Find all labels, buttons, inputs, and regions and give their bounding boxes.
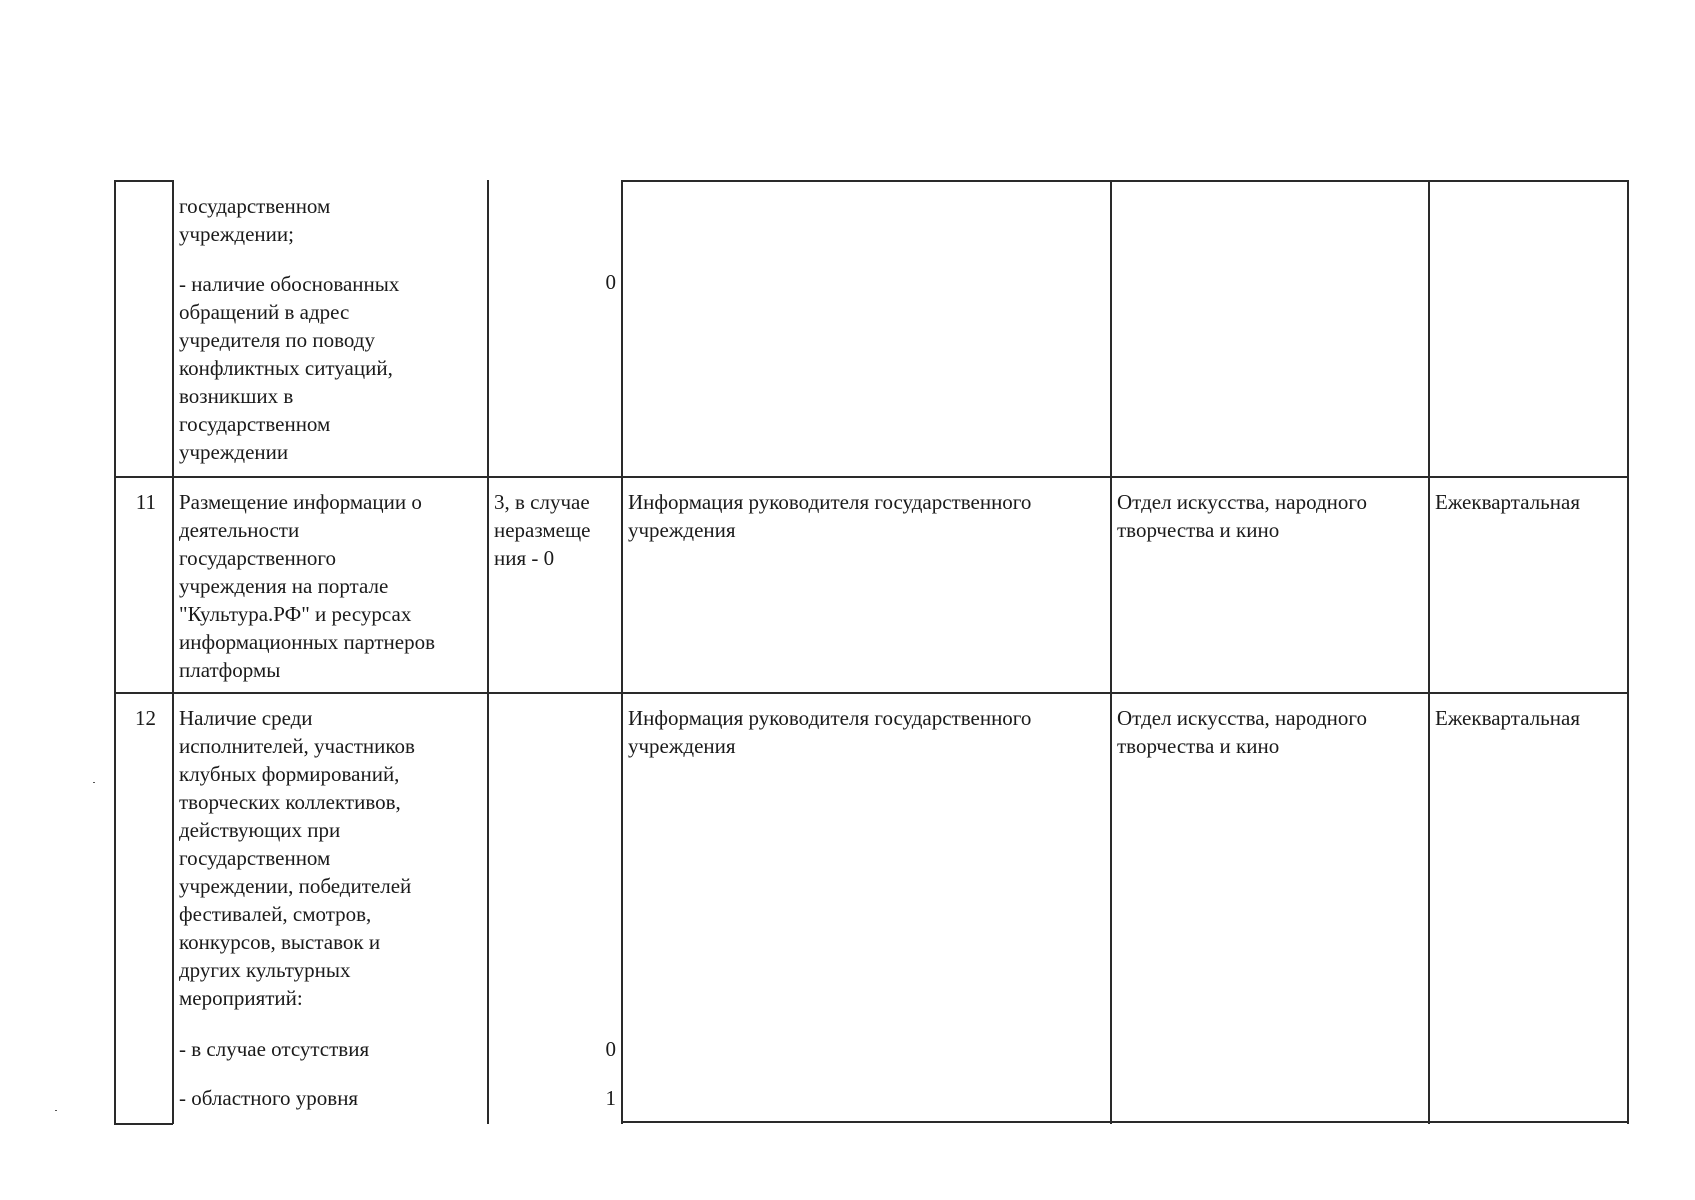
subitem-points: 1 [605, 1086, 616, 1110]
source-line: учреждения [628, 734, 736, 758]
row-divider-12 [114, 692, 1628, 694]
table-bottom-border-right [621, 1121, 1628, 1123]
row-11-responsible [1117, 488, 1367, 544]
row-12-responsible [1117, 704, 1367, 760]
criterion-line: конфликтных ситуаций, [179, 356, 393, 380]
responsible-line: творчества и кино [1117, 734, 1280, 758]
criterion-line: обращений в адрес [179, 300, 350, 324]
criterion-line: "Культура.РФ" и ресурсах [179, 602, 412, 626]
table-top-border-number [114, 180, 173, 182]
criterion-line: учреждении [179, 440, 289, 464]
criterion-line: мероприятий: [179, 986, 303, 1010]
row-11-points [494, 488, 590, 572]
criterion-line: Размещение информации о [179, 490, 422, 514]
criterion-line: государственного [179, 546, 337, 570]
criterion-line: учредителя по поводу [179, 328, 375, 352]
points-line: неразмеще [494, 518, 591, 542]
row-number: 12 [135, 706, 156, 730]
table-col-divider-responsible [1428, 180, 1430, 1124]
responsible-line: творчества и кино [1117, 518, 1280, 542]
table-col-divider-source [1110, 180, 1112, 1124]
responsible-line: Отдел искусства, народного [1117, 490, 1368, 514]
table-bottom-border-number [114, 1123, 173, 1125]
row-11-criterion [179, 488, 435, 684]
criterion-paragraph [179, 270, 399, 466]
row-continuation-criterion [179, 192, 399, 466]
criterion-line: учреждении; [179, 222, 294, 246]
criterion-line: других культурных [179, 958, 351, 982]
table-top-border-right [621, 180, 1628, 182]
criterion-line: фестивалей, смотров, [179, 902, 372, 926]
row-12-criterion [179, 704, 415, 1012]
table-col-divider-criterion [487, 180, 489, 1124]
subitem-points: 0 [605, 1037, 616, 1061]
points-line: 3, в случае [494, 490, 590, 514]
criterion-line: учреждении, победителей [179, 874, 412, 898]
criterion-paragraph [179, 192, 399, 248]
row-continuation-points: 0 [605, 270, 616, 294]
criterion-line: платформы [179, 658, 281, 682]
table-col-divider-points [621, 180, 623, 1124]
subitem-label: - областного уровня [179, 1086, 359, 1110]
criterion-line: Наличие среди [179, 706, 313, 730]
row-divider-11 [114, 476, 1628, 478]
criterion-line: деятельности [179, 518, 300, 542]
criterion-line: конкурсов, выставок и [179, 930, 381, 954]
criterion-line: - наличие обоснованных [179, 272, 400, 296]
criterion-line: учреждения на портале [179, 574, 389, 598]
scan-speck [55, 1110, 57, 1111]
row-12-frequency: Ежеквартальная [1435, 706, 1580, 730]
criterion-line: исполнителей, участников [179, 734, 415, 758]
criterion-line: информационных партнеров [179, 630, 435, 654]
points-line: ния - 0 [494, 546, 555, 570]
source-line: Информация руководителя государственного [628, 490, 1032, 514]
row-12-source [628, 704, 1031, 760]
scan-speck [93, 782, 95, 783]
criterion-line: государственном [179, 846, 331, 870]
criterion-line: действующих при [179, 818, 341, 842]
criterion-line: творческих коллективов, [179, 790, 401, 814]
row-number: 11 [135, 490, 156, 514]
criterion-line: государственном [179, 194, 331, 218]
criterion-line: возникших в [179, 384, 294, 408]
criterion-line: клубных формирований, [179, 762, 400, 786]
source-line: Информация руководителя государственного [628, 706, 1032, 730]
criterion-line: государственном [179, 412, 331, 436]
table-col-divider-number [172, 180, 174, 1124]
row-11-frequency: Ежеквартальная [1435, 490, 1580, 514]
table-border-left [114, 180, 116, 1124]
subitem-label: - в случае отсутствия [179, 1037, 370, 1061]
source-line: учреждения [628, 518, 736, 542]
table-border-right [1627, 180, 1629, 1124]
responsible-line: Отдел искусства, народного [1117, 706, 1368, 730]
row-11-source [628, 488, 1031, 544]
